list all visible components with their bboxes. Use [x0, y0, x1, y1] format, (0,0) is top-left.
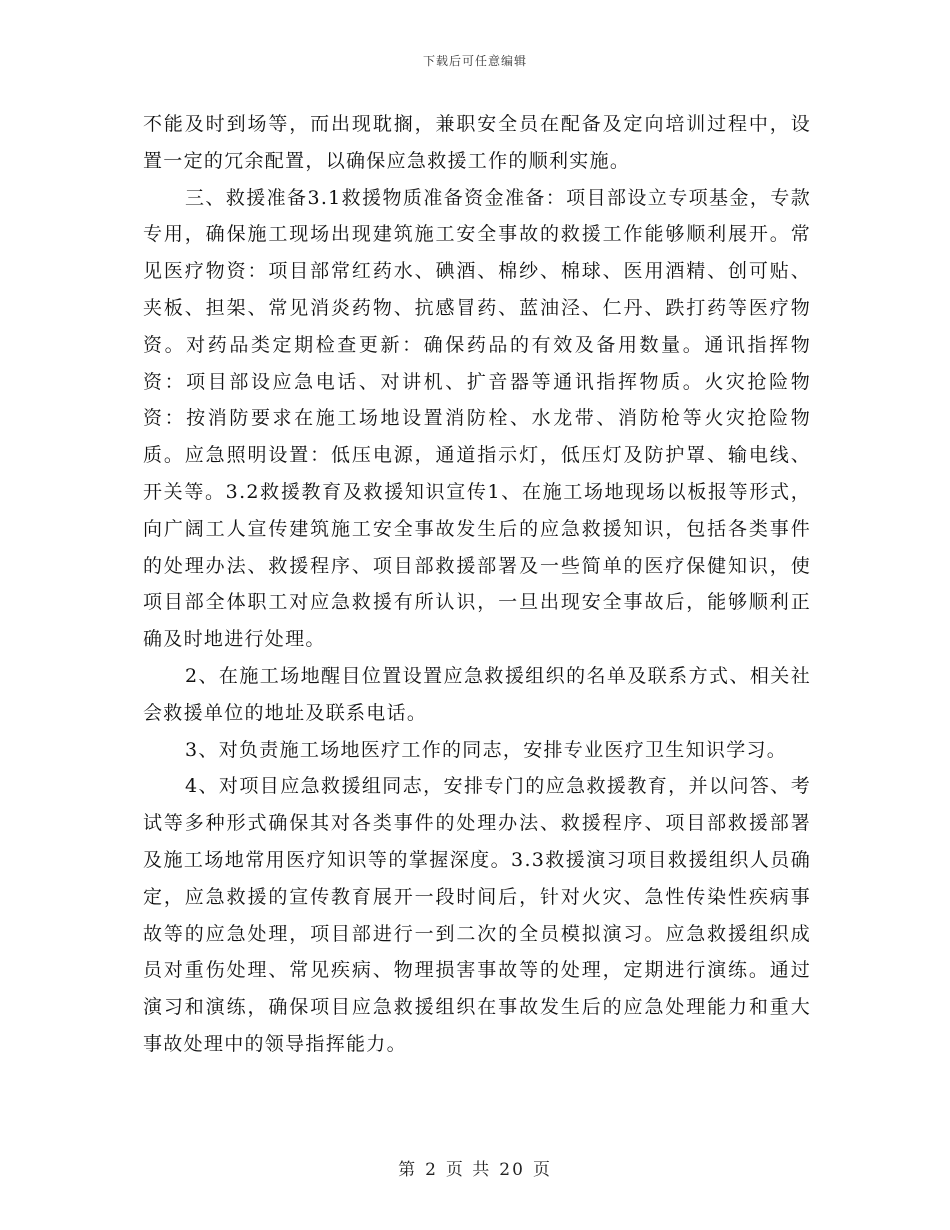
paragraph-3: 2、在施工场地醒目位置设置应急救援组织的名单及联系方式、相关社会救援单位的地址及联系电话。 — [143, 664, 811, 724]
footer-suffix: 页 — [532, 1160, 552, 1180]
page-footer — [0, 1155, 950, 1180]
document-body — [143, 106, 811, 1063]
footer-middle: 页 共 — [445, 1160, 492, 1180]
paragraph-5: 4、对项目应急救援组同志，安排专门的应急救援教育，并以问答、考试等多种形式确保其对各类事件的处理办法、救援程序、项目部救援部署及施工场地常用医疗知识等的掌握深度。3.3救援演习项目救援组织人员确定，应急救援的宣传教育展开一段时间后，针对火灾、急性传染性疾病事故等的应急处理，项目部进行一到二次的全员模拟演习。应急救援组织成员对重伤处理、常见疾病、物理损害事故等的处理，定期进行演练。通过演习和演练，确保项目应急救援组织在事故发生后的应急处理能力和重大事故处理中的领导指挥能力。 — [143, 775, 811, 1055]
page-number: 2 — [425, 1160, 438, 1180]
page-header: 下载后可任意编辑 — [422, 54, 527, 68]
paragraph-1: 不能及时到场等，而出现耽搁，兼职安全员在配备及定向培训过程中，设置一定的冗余配置，以确保应急救援工作的顺利实施。 — [143, 113, 811, 172]
page-total: 20 — [499, 1160, 525, 1180]
paragraph-2: 三、救援准备3.1救援物质准备资金准备：项目部设立专项基金，专款专用，确保施工现场出现建筑施工安全事故的救援工作能够顺利展开。常见医疗物资：项目部常红药水、碘酒、棉纱、棉球、医用酒精、创可贴、夹板、担架、常见消炎药物、抗感冒药、蓝油泾、仁丹、跌打药等医疗物资。对药品类定期检查更新：确保药品的有效及备用数量。通讯指挥物资：项目部设应急电话、对讲机、扩音器等通讯指挥物质。火灾抢险物资：按消防要求在施工场地设置消防栓、水龙带、消防枪等火灾抢险物质。应急照明设置：低压电源，通道指示灯，低压灯及防护罩、输电线、开关等。3.2救援教育及救援知识宣传1、在施工场地现场以板报等形式，向广阔工人宣传建筑施工安全事故发生后的应急救援知识，包括各类事件的处理办法、救援程序、项目部救援部署及一些简单的医疗保健知识，使项目部全体职工对应急救援有所认识，一旦出现安全事故后，能够顺利正确及时地进行处理。 — [143, 186, 811, 651]
footer-prefix: 第 — [398, 1160, 418, 1180]
paragraph-4: 3、对负责施工场地医疗工作的同志，安排专业医疗卫生知识学习。 — [185, 738, 788, 761]
